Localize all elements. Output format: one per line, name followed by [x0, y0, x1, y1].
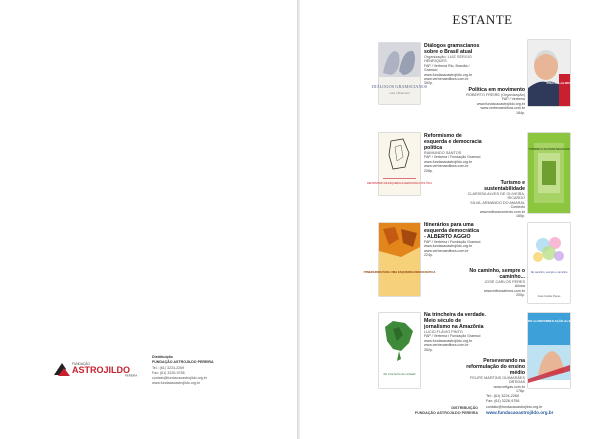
- book-pages: 184p.: [516, 110, 525, 115]
- cover-title-reformismo: REFORMISMO DE ESQUERDA E DEMOCRACIA POLÍTICA: [367, 182, 432, 185]
- book-publisher: FAP / Verbena / Fundação Gramsci: [424, 334, 481, 339]
- contact-fax: Fax: (61) 3226-9756: [152, 370, 185, 375]
- logo-small-text: FUNDAÇÃO: [72, 362, 90, 366]
- cover-sub-dialogos: sobre o Brasil atual: [389, 92, 410, 95]
- book-author: JOSÉ CARLOS PERES: [484, 280, 525, 284]
- book-entry-dialogos: [424, 43, 482, 86]
- book-title: Perseverando na reformulação do ensino médio: [466, 358, 525, 376]
- book-pages: 352p.: [424, 347, 433, 352]
- cover-author-no-caminho: José Carlos Peres: [537, 294, 561, 298]
- book-publisher: Contexto: [510, 205, 525, 210]
- cover-title-turismo: TURISMO E SUSTENTABILIDADE: [528, 148, 570, 151]
- book-pages: 176p.: [516, 389, 525, 394]
- book-title: Política em movimento: [468, 87, 525, 93]
- book-author: ROBERTO FREIRE (Organização): [466, 93, 525, 97]
- book-link[interactable]: www.fundacaoastrojildo.org.br: [424, 338, 473, 343]
- fundacao-distribution-block: [52, 355, 292, 400]
- book-author: CLARISSA ALVES DE OLIVEIRA, RICARDO: [467, 192, 525, 201]
- book-publisher: FAP / Verbena / Fundação Gramsci: [424, 155, 481, 160]
- left-page: [0, 0, 298, 439]
- cover-title-itinerarios: ITINERÁRIOS PARA UMA ESQUERDA DEMOCRÁTICA: [363, 270, 436, 274]
- book-link[interactable]: www.fundacaoastrojildo.org.br: [424, 244, 473, 249]
- book-pages: 160p.: [516, 214, 525, 219]
- book-entry-trincheira: [424, 312, 486, 352]
- book-title: Turismo e sustentabilidade: [484, 180, 525, 192]
- book-entry-no-caminho: [460, 268, 525, 298]
- book-link[interactable]: www.editoraalinea.com.br: [483, 288, 525, 293]
- book-publisher: ORTIGAS: [508, 380, 525, 385]
- book-title: No caminho, sempre o caminho...: [469, 268, 525, 280]
- book-cover-politica-movimento: [528, 40, 583, 106]
- book-cover-trincheira: [379, 313, 420, 388]
- right-page: [300, 0, 600, 439]
- book-publisher: Alínea: [514, 284, 525, 289]
- contact-email[interactable]: contato@fundacaoastrojildo.org.br: [152, 376, 207, 381]
- book-author: RAIMUNDO SANTOS: [424, 151, 462, 155]
- page-title: ESTANTE: [452, 12, 513, 27]
- cover-title-politica: POLÍTICA em MOVIMENTO: [546, 81, 583, 85]
- book-title: Diálogos gramscianos sobre o Brasil atual: [424, 43, 480, 55]
- fundacao-astrojildo-logo: [52, 359, 140, 379]
- book-link[interactable]: www.editoracontexto.com.br: [479, 209, 525, 214]
- book-title: Itinerários para uma esquerda democrática - ALBERTO AGGIO: [424, 222, 480, 240]
- book-pages: 208p.: [424, 168, 433, 173]
- book-cover-no-caminho: [528, 223, 570, 303]
- footer-distribuicao-label: DISTRIBUIÇÃO: [451, 406, 478, 410]
- book-link[interactable]: www.ortigas.com.br: [493, 384, 525, 389]
- logo-word-text: ASTROJILDO: [72, 365, 131, 375]
- distribuicao-label: Distribuição: [152, 355, 173, 359]
- book-author: FELIPE MARTINS GUIMARÃES: [470, 376, 525, 380]
- book-pages: 392p.: [424, 81, 433, 86]
- footer-contacts: [486, 394, 598, 415]
- book-link[interactable]: www.fundacaoastrojildo.org.br: [476, 101, 525, 106]
- fundacao-contact-info: [152, 355, 292, 387]
- cover-title-no-caminho: No caminho, sempre o caminho: [530, 271, 568, 274]
- book-author: SILVA, ARMANDO DO AMARAL: [470, 200, 525, 205]
- cover-title-trincheira: Na trincheira da verdade: [383, 372, 416, 376]
- book-entry-perseverando: [460, 358, 525, 394]
- book-entry-itinerarios: [424, 222, 482, 258]
- book-link[interactable]: www.fundacaoastrojildo.org.br: [424, 159, 473, 164]
- book-cover-turismo: [528, 133, 570, 213]
- book-link[interactable]: www.verbenaeditora.com.br: [424, 77, 469, 82]
- book-publisher: FAP / Verbena / Fundação Gramsci: [424, 240, 481, 244]
- fundacao-name: FUNDAÇÃO ASTROJILDO PEREIRA: [152, 360, 214, 365]
- footer-tel: Tel.: (61) 3224-2269: [486, 394, 520, 398]
- footer-fundacao-name: FUNDAÇÃO ASTROJILDO PEREIRA: [414, 411, 478, 415]
- book-entry-politica-movimento: [460, 87, 525, 115]
- book-pages: 224p.: [424, 253, 433, 258]
- book-title: Reformismo de esquerda e democracia política: [424, 133, 482, 151]
- book-link[interactable]: www.verbenaeditora.com.br: [424, 164, 469, 169]
- footer-distribution: [408, 406, 478, 416]
- book-author: LUCIO FLÁVIO PINTO: [424, 330, 463, 334]
- footer-website[interactable]: www.fundacaoastrojildo.org.br: [486, 409, 554, 415]
- footer-fax: Fax: (61) 3226-9756: [486, 399, 520, 404]
- book-link[interactable]: www.verbenaeditora.com.br: [424, 343, 469, 348]
- book-publisher: FAP / Verbena: [501, 97, 525, 102]
- book-cover-dialogos: [371, 43, 428, 104]
- footer-email[interactable]: contato@fundacaoastrojildo.org.br: [486, 404, 543, 409]
- book-author: Organização: LUIZ SÉRGIO HENRIQUES: [424, 55, 472, 64]
- cover-title-dialogos: DIÁLOGOS GRAMSCIANOS: [371, 84, 428, 89]
- book-pages: 200p.: [516, 293, 525, 298]
- book-link[interactable]: www.verbenaeditora.com.br: [480, 106, 525, 111]
- book-title: Na trincheira da verdade. Meio século de jornalismo na Amazônia: [424, 312, 486, 330]
- book-publisher: FAP / Verbena Rio, Brasília / Gramsci: [424, 63, 470, 73]
- cover-title-perseverando: PERSEVERANDO na REFORMULAÇÃO do ENSINO MÉDIO: [507, 319, 591, 323]
- book-entry-turismo: [460, 180, 525, 218]
- book-link[interactable]: www.verbenaeditora.com.br: [424, 248, 469, 253]
- book-link[interactable]: www.fundacaoastrojildo.org.br: [424, 72, 473, 77]
- book-entry-reformismo: [424, 133, 482, 173]
- contact-website[interactable]: www.fundacaoastrojildo.org.br: [152, 381, 201, 386]
- logo-sub-text: PEREIRA: [125, 373, 138, 378]
- contact-tel: Tel.: (61) 3224-2269: [152, 365, 185, 370]
